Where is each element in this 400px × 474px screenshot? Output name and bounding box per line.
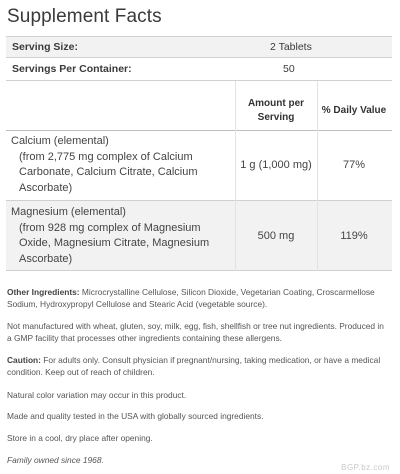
servings-per-container-label: Servings Per Container: bbox=[12, 63, 132, 75]
other-ingredients-label: Other Ingredients: bbox=[7, 287, 80, 297]
nutrient-dv-calcium: 77% bbox=[342, 159, 366, 171]
family-owned-note: Family owned since 1968. bbox=[7, 455, 104, 465]
amount-header-line2: Serving bbox=[257, 112, 295, 123]
daily-value-header: % Daily Value bbox=[321, 105, 387, 116]
divider bbox=[6, 130, 392, 131]
amount-header-line1: Amount per bbox=[247, 98, 305, 109]
storage-note: Store in a cool, dry place after opening. bbox=[7, 433, 153, 443]
divider bbox=[6, 80, 392, 81]
nutrient-amount-magnesium: 500 mg bbox=[257, 230, 295, 242]
caution-label: Caution: bbox=[7, 355, 41, 365]
nutrient-dv-magnesium: 119% bbox=[340, 230, 368, 242]
nutrient-line: (from 2,775 mg complex of Calcium bbox=[19, 150, 193, 163]
nutrient-name-calcium bbox=[11, 134, 198, 196]
nutrient-line: Magnesium (elemental) bbox=[11, 206, 126, 218]
column-divider bbox=[235, 81, 236, 271]
watermark: BGP.bz.com bbox=[341, 463, 390, 472]
nutrient-line: Oxide, Magnesium Citrate, Magnesium bbox=[19, 237, 210, 249]
nutrient-line: Ascorbate) bbox=[19, 181, 73, 194]
servings-per-container-value: 50 bbox=[283, 63, 295, 75]
nutrient-line: (from 928 mg complex of Magnesium bbox=[19, 221, 201, 234]
made-in-usa-note: Made and quality tested in the USA with globally sourced ingredients. bbox=[7, 411, 264, 421]
other-ingredients bbox=[7, 286, 390, 310]
color-variation-note: Natural color variation may occur in this product. bbox=[7, 390, 187, 400]
nutrient-amount-calcium: 1 g (1,000 mg) bbox=[240, 159, 312, 171]
other-ingredients-text: Microcrystalline Cellulose, Silicon Dioxide, Vegetarian Coating, Croscarmellose Sodium, Hydroxypropyl Cellulose and Stearic Acid (vegetable source). bbox=[7, 287, 375, 309]
caution-statement bbox=[7, 354, 390, 378]
column-divider bbox=[317, 81, 318, 271]
nutrient-line: Ascorbate) bbox=[19, 252, 73, 265]
nutrient-line: Calcium (elemental) bbox=[11, 135, 109, 147]
serving-size-label: Serving Size: bbox=[12, 41, 78, 53]
nutrient-line: Carbonate, Calcium Citrate, Calcium bbox=[19, 166, 198, 178]
amount-header bbox=[236, 97, 316, 125]
divider bbox=[6, 270, 392, 271]
page-title: Supplement Facts bbox=[7, 6, 162, 27]
allergen-statement: Not manufactured with wheat, gluten, soy, milk, egg, fish, shellfish or tree nut ingredients. Produced in a GMP facility that processes other ingredients containing these allergens. bbox=[7, 321, 384, 343]
nutrient-name-magnesium bbox=[11, 205, 209, 267]
caution-text: For adults only. Consult physician if pregnant/nursing, taking medication, or have a medical condition. Keep out of reach of children. bbox=[7, 355, 381, 377]
serving-size-value: 2 Tablets bbox=[270, 41, 312, 53]
divider bbox=[6, 57, 392, 58]
